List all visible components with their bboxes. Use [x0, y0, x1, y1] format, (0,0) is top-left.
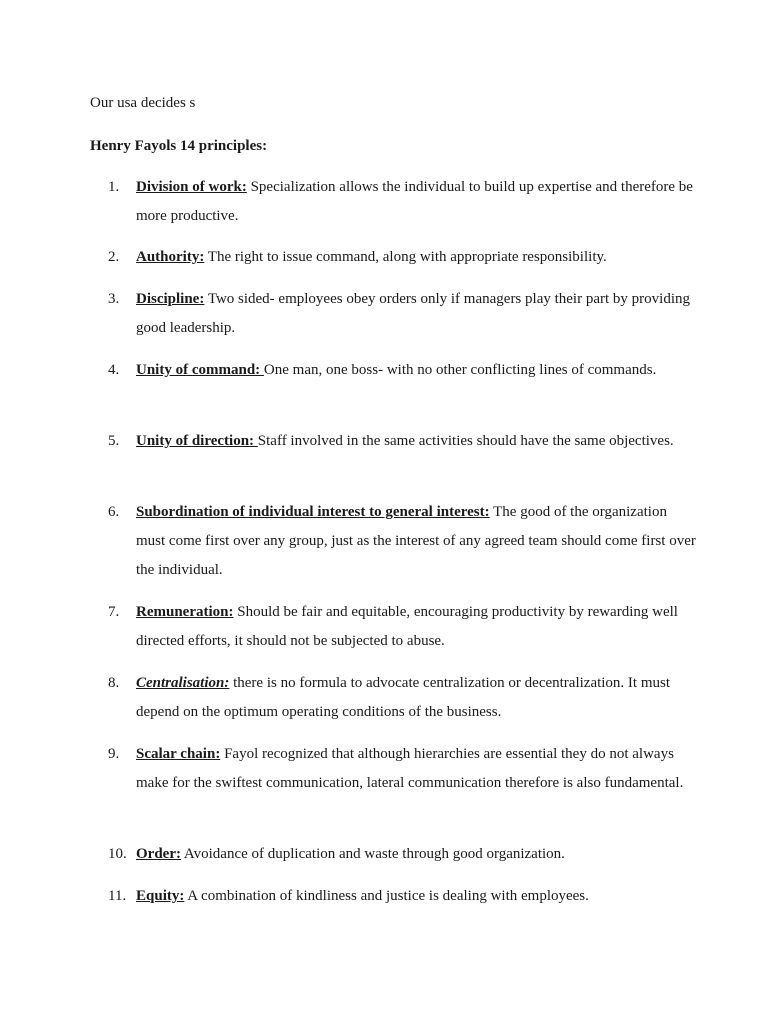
item-text: One man, one boss- with no other conflicting lines of commands.: [263, 362, 657, 378]
item-text: A combination of kindliness and justice is dealing with employees.: [184, 888, 589, 904]
item-body: [136, 356, 696, 385]
item-text: Should be fair and equitable, encouraging productivity by rewarding well directed efforts, it should not be subjected to abuse.: [136, 604, 678, 649]
item-body: [136, 243, 696, 272]
item-number: 4.: [108, 362, 120, 378]
item-term: Unity of direction:: [136, 433, 258, 449]
item-term: Subordination of individual interest to general interest:: [136, 504, 490, 520]
item-term: Unity of command:: [136, 362, 264, 378]
item-number: 8.: [108, 675, 120, 691]
item-number: 3.: [108, 291, 120, 307]
item-number: 10.: [108, 846, 127, 862]
item-body: [136, 285, 696, 343]
item-number: 7.: [108, 604, 120, 620]
item-number: 11.: [108, 888, 127, 904]
item-body: [136, 427, 696, 456]
item-text: there is no formula to advocate centralization or decentralization. It must depend on the optimum operating conditions of the business.: [136, 675, 671, 720]
item-term: Authority:: [136, 249, 205, 265]
item-body: [136, 840, 696, 869]
item-number: 1.: [108, 179, 120, 195]
item-term: Remuneration:: [136, 604, 234, 620]
item-term: Discipline:: [136, 291, 205, 307]
item-term: Centralisation:: [136, 675, 230, 691]
item-body: [136, 882, 696, 911]
intro-line: Our usa decides s: [90, 95, 196, 111]
item-number: 6.: [108, 504, 120, 520]
principles-heading: Henry Fayols 14 principles:: [90, 138, 268, 154]
item-text: The right to issue command, along with appropriate responsibility.: [204, 249, 607, 265]
item-number: 2.: [108, 249, 120, 265]
item-term: Division of work:: [136, 179, 247, 195]
item-text: Staff involved in the same activities should have the same objectives.: [257, 433, 674, 449]
item-text: Fayol recognized that although hierarchies are essential they do not always make for the swiftest communication, lateral communication therefore is also fundamental.: [136, 746, 684, 791]
item-text: The good of the organization must come first over any group, just as the interest of any agreed team should come first over the individual.: [136, 504, 696, 578]
item-term: Scalar chain:: [136, 746, 221, 762]
item-number: 5.: [108, 433, 120, 449]
item-number: 9.: [108, 746, 120, 762]
item-term: Order:: [136, 846, 181, 862]
item-body: [136, 740, 696, 798]
item-text: Specialization allows the individual to build up expertise and therefore be more productive.: [136, 179, 693, 224]
item-body: [136, 598, 696, 656]
item-body: [136, 669, 696, 727]
item-term: Equity:: [136, 888, 185, 904]
item-text: Avoidance of duplication and waste through good organization.: [180, 846, 565, 862]
item-text: Two sided- employees obey orders only if managers play their part by providing good leadership.: [136, 291, 690, 336]
item-body: [136, 498, 696, 585]
item-body: [136, 173, 696, 231]
